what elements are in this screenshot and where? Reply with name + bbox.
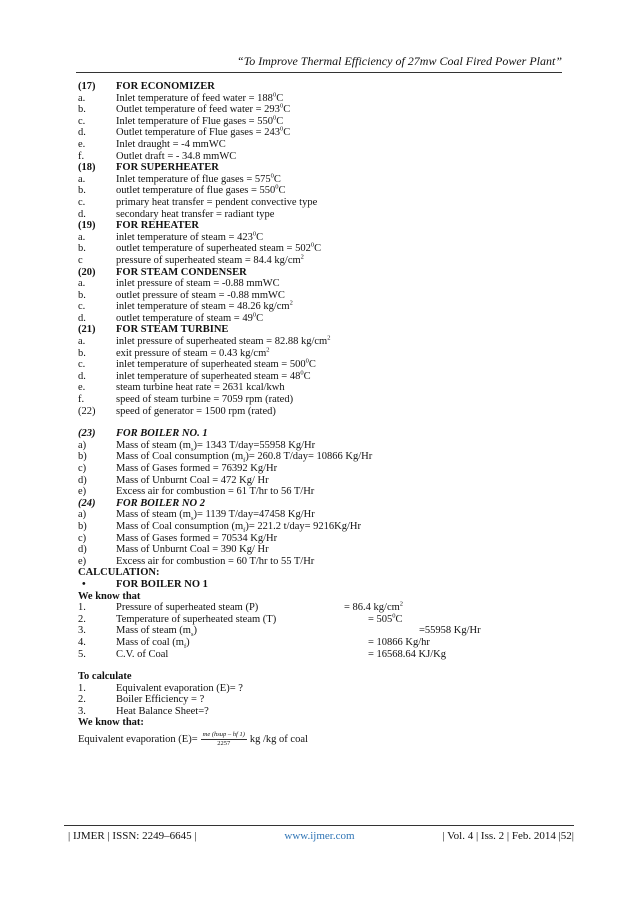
item-marker: e. [78,138,86,150]
item-text: Mass of Unburnt Coal = 472 Kg/ Hr [116,474,269,486]
item-text: inlet pressure of steam = -0.88 mmWC [116,278,280,290]
list-item [78,509,560,521]
item-text: Heat Balance Sheet=? [116,705,209,717]
item-text: exit pressure of steam = 0.43 $kg/cm^2$ [116,346,270,359]
item-text: inlet temperature of steam = 48.26 $kg/cm^2$ [116,299,293,313]
section-number: (24) [78,497,96,509]
item-marker: c [78,254,83,266]
item-text: inlet temperature of steam = $423^0C$ [116,230,264,243]
item-text: Mass of Gases formed = 70534 Kg/Hr [116,532,278,544]
item-marker: c) [78,463,87,474]
item-text: Inlet temperature of Flue gases = $550^0C$ [116,114,284,127]
row-number: 4. [78,636,86,648]
list-item [78,348,560,360]
item-text: Mass of steam $(m_s)= 1139$ T/day=47458 Kg/Hr [116,509,315,523]
list-item [78,440,560,452]
given-value: =55958 Kg/Hr [419,625,481,637]
section-title: FOR STEAM TURBINE [116,324,229,336]
item-text: outlet pressure of steam = -0.88 mmWC [116,289,285,301]
row-number: 3. [78,625,86,637]
section-number: (23) [78,428,96,440]
calc-item [78,683,560,695]
given-label: Mass of coal $(m_f)$ [116,636,190,650]
given-value: = 10866 Kg/hr [368,636,430,648]
running-header: “To Improve Thermal Efficiency of 27mw Coal Fired Power Plant” [237,54,562,68]
item-text: Excess air for combustion = 60 T/hr to 55 T/Hr [116,555,315,567]
formula-label: Equivalent evaporation (E)= [78,733,198,745]
item-marker: d. [78,312,86,324]
calculation-subheading [78,579,560,591]
section-gap [78,417,560,428]
item-marker: 2. [78,694,86,706]
given-value-row [78,625,560,637]
row-number: 1. [78,602,86,614]
list-item [78,127,560,139]
item-marker: f. [78,394,85,406]
item-marker: a. [78,231,86,243]
given-label: Mass of steam $(m_s)$ [116,625,197,639]
we-know-heading: We know that: [78,717,144,729]
section-title: FOR STEAM CONDENSER [116,266,247,278]
list-item [78,301,560,313]
item-text: Mass of Unburnt Coal = 390 Kg/ Hr [116,544,269,556]
list-item [78,451,560,463]
list-item [78,104,560,116]
list-item [78,116,560,128]
list-item [78,556,560,568]
item-text: Mass of Coal consumption $(m_f)= 221.2$ t/day= 9216Kg/Hr [116,520,362,535]
list-item [78,139,560,151]
item-text: speed of steam turbine = 7059 rpm (rated) [116,394,294,406]
item-marker: d) [78,474,87,486]
item-text: Inlet draught = -4 mmWC [116,138,226,150]
formula-unit: kg /kg of coal [249,733,308,745]
list-item [78,290,560,302]
list-item [78,544,560,556]
item-text: inlet temperature of superheated steam = $500^0C$ [116,357,316,371]
item-marker: b. [78,185,86,197]
section-heading [78,162,560,174]
item-marker: b. [78,347,86,359]
item-marker: d) [78,544,87,556]
item-marker: c) [78,532,87,544]
item-marker: 3. [78,705,86,717]
item-marker: a. [78,278,86,290]
item-marker: a. [78,336,86,348]
section-title: FOR BOILER NO 2 [116,497,205,509]
formula-numerator: me (hsup – hf 1) [202,731,245,739]
item-marker: b) [78,520,87,532]
formula-denominator: 2257 [217,740,231,748]
page-content [78,81,560,748]
section-heading [78,267,560,279]
list-item [78,371,560,383]
item-marker: b) [78,451,87,463]
footer-rule [64,825,574,826]
item-text: Mass of Gases formed = 76392 Kg/Hr [116,463,278,474]
item-marker: a) [78,509,87,521]
formula-fraction [201,731,247,748]
item-marker: a) [78,439,87,451]
item-marker: c. [78,359,86,371]
list-item [78,243,560,255]
item-marker: f. [78,150,85,162]
we-know-heading: We know that [78,590,141,602]
section-number: (17) [78,81,96,92]
item-marker: b. [78,104,86,116]
list-item [78,486,560,498]
item-marker: e) [78,486,87,498]
given-value-row [78,602,560,614]
item-text: primary heat transfer = pendent convective type [116,196,318,208]
section-title: FOR REHEATER [116,220,199,232]
item-text: inlet temperature of superheated steam = $48^0C$ [116,369,311,382]
given-value-row [78,637,560,649]
list-item [78,197,560,209]
boiler-title: FOR BOILER NO 1 [116,578,208,590]
item-text: outlet temperature of steam = $49^0C$ [116,311,264,324]
section-title: FOR BOILER NO. 1 [116,428,208,440]
list-item [78,463,560,475]
list-item [78,475,560,487]
to-calculate-heading: To calculate [78,671,132,683]
list-item [78,174,560,186]
section-gap [78,660,560,671]
given-label: Pressure of superheated steam (P) [116,602,259,614]
footer-volume-info: | Vol. 4 | Iss. 2 | Feb. 2014 |52| [442,830,574,842]
list-item [78,359,560,371]
given-value-row [78,614,560,626]
item-marker: 1. [78,682,86,694]
list-item [78,278,560,290]
list-item [78,313,560,325]
calc-item [78,694,560,706]
item-marker: d. [78,370,86,382]
item-text: outlet temperature of flue gases = $550^0C$ [116,183,286,197]
item-marker: a. [78,92,86,104]
item-text: Mass of steam $(m_s)= 1343$ T/day=55958 Kg/Hr [116,439,316,453]
item-text: Boiler Efficiency = ? [116,694,205,706]
item-text: pressure of superheated steam = 84.4 $kg/cm^2$ [116,253,304,266]
bullet-icon: • [82,578,86,590]
page-footer [68,830,574,842]
item-marker: b. [78,243,86,255]
item-marker: (22) [78,405,96,417]
item-marker: e. [78,382,86,394]
list-item [78,232,560,244]
list-item [78,382,560,394]
header-rule [76,72,562,73]
list-item [78,255,560,267]
item-text: Outlet temperature of feed water = $293^0C$ [116,102,291,116]
calc-item [78,706,560,718]
section-heading [78,324,560,336]
section-number: (21) [78,324,96,336]
section-heading [78,498,560,510]
given-value: = 86.4 $kg/cm^2$ [344,600,404,614]
given-label: C.V. of Coal [116,648,169,660]
item-text: secondary heat transfer = radiant type [116,208,275,220]
given-value-row [78,649,560,661]
item-marker: d. [78,208,86,220]
list-item [78,406,560,418]
section-heading [78,81,560,93]
item-text: Equivalent evaporation (E)= ? [116,682,243,694]
item-text: Mass of Coal consumption $(m_f)= 260.8$ T/day= 10866 Kg/Hr [116,451,373,465]
list-item [78,185,560,197]
item-marker: a. [78,173,86,185]
section-title: FOR ECONOMIZER [116,81,215,92]
item-text: steam turbine heat rate = 2631 kcal/kwh [116,382,285,394]
item-marker: c. [78,301,86,313]
item-text: inlet pressure of superheated steam = 82.88 $kg/cm^2$ [116,334,331,348]
calculation-heading: CALCULATION: [78,567,160,579]
given-label: Temperature of superheated steam (T) [116,613,277,625]
section-number: (19) [78,220,96,232]
item-text: outlet temperature of superheated steam = $502^0C$ [116,241,322,255]
section-title: FOR SUPERHEATER [116,162,219,174]
footer-journal: | IJMER | ISSN: 2249–6645 | [68,830,197,842]
item-text: speed of generator = 1500 rpm (rated) [116,405,276,417]
section-heading [78,220,560,232]
section-number: (18) [78,162,96,174]
list-item [78,336,560,348]
list-item [78,93,560,105]
list-item [78,209,560,221]
item-text: Inlet temperature of flue gases = $575^0C$ [116,172,281,185]
list-item [78,521,560,533]
footer-website-link[interactable]: www.ijmer.com [284,830,355,842]
list-item [78,151,560,163]
list-item [78,533,560,545]
item-marker: b. [78,289,86,301]
item-marker: d. [78,127,86,139]
equivalent-evaporation-formula [78,731,560,748]
item-marker: c. [78,196,86,208]
item-text: Excess air for combustion = 61 T/hr to 56 T/Hr [116,486,315,498]
item-text: Inlet temperature of feed water = $188^0C$ [116,91,284,104]
given-value: = 16568.64 KJ/Kg [368,648,446,660]
section-number: (20) [78,266,96,278]
item-text: Outlet draft = - 34.8 mmWC [116,150,237,162]
given-value: = $505^0C$ [368,612,403,625]
section-heading [78,428,560,440]
list-item [78,394,560,406]
row-number: 5. [78,648,86,660]
item-marker: e) [78,555,87,567]
item-marker: c. [78,115,86,127]
item-text: Outlet temperature of Flue gases = $243^0C$ [116,125,291,139]
row-number: 2. [78,613,86,625]
